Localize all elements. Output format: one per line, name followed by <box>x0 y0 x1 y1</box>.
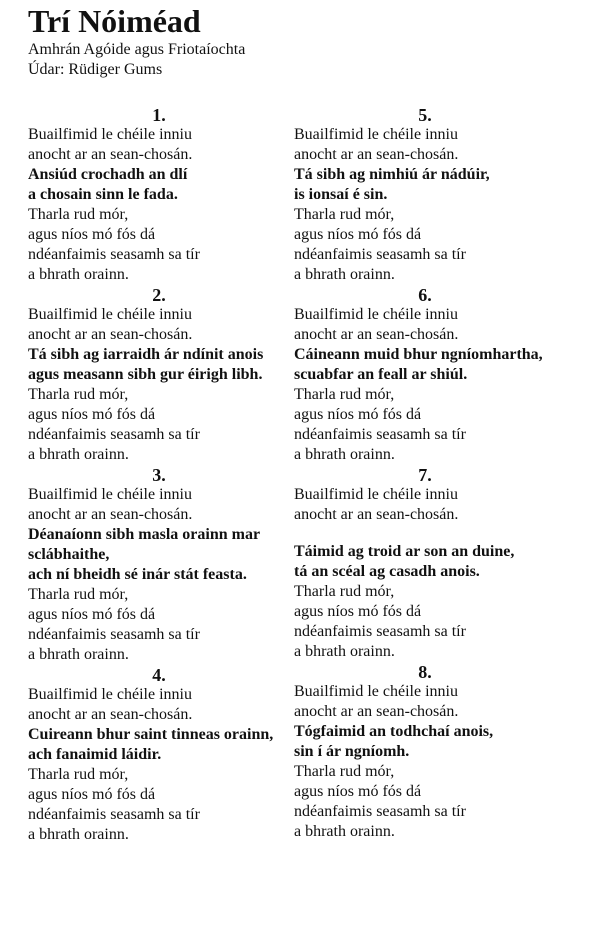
refrain-line: ndéanfaimis seasamh sa tír <box>28 626 200 643</box>
refrain-line: agus níos mó fós dá <box>28 606 156 623</box>
intro-line: anocht ar an sean-chosán. <box>294 146 459 163</box>
refrain-line: a bhrath orainn. <box>294 643 395 660</box>
verse-line: Cáineann muid bhur ngníomhartha, <box>294 346 543 363</box>
intro-line: Buailfimid le chéile inniu <box>28 306 192 323</box>
refrain-line: ndéanfaimis seasamh sa tír <box>28 426 200 443</box>
verse-line: is ionsaí é sin. <box>294 186 388 203</box>
intro-line: anocht ar an sean-chosán. <box>294 326 459 343</box>
verse-line: Ansiúd crochadh an dlí <box>28 166 188 183</box>
author-line: Údar: Rüdiger Gums <box>28 61 163 78</box>
stanza-spacer <box>294 525 574 542</box>
verse-line: ach ní bheidh sé inár stát feasta. <box>28 566 247 583</box>
stanza-8 <box>294 662 574 842</box>
verse-line: Tá sibh ag iarraidh ár ndínit anois <box>28 346 264 363</box>
stanza-number: 1. <box>152 105 166 125</box>
intro-line: anocht ar an sean-chosán. <box>294 703 459 720</box>
verse-line: ach fanaimid láidir. <box>28 746 162 763</box>
left-column <box>28 105 298 845</box>
intro-line: Buailfimid le chéile inniu <box>28 686 192 703</box>
intro-line: anocht ar an sean-chosán. <box>28 706 193 723</box>
refrain-line: Tharla rud mór, <box>294 206 395 223</box>
refrain-line: Tharla rud mór, <box>28 206 129 223</box>
stanza-number: 4. <box>152 665 166 685</box>
subtitle: Amhrán Agóide agus Friotaíochta <box>28 41 246 58</box>
refrain-line: Tharla rud mór, <box>28 386 129 403</box>
page-title: Trí Nóiméad <box>28 3 201 39</box>
refrain-line: agus níos mó fós dá <box>28 786 156 803</box>
stanza-number: 8. <box>418 662 432 682</box>
refrain-line: a bhrath orainn. <box>294 266 395 283</box>
intro-line: Buailfimid le chéile inniu <box>294 683 458 700</box>
verse-line: Táimid ag troid ar son an duine, <box>294 543 515 560</box>
refrain-line: agus níos mó fós dá <box>28 226 156 243</box>
intro-line: Buailfimid le chéile inniu <box>28 486 192 503</box>
right-column <box>294 105 574 842</box>
verse-line: a chosain sinn le fada. <box>28 186 178 203</box>
refrain-line: Tharla rud mór, <box>28 766 129 783</box>
verse-line: Tógfaimid an todhchaí anois, <box>294 723 494 740</box>
refrain-line: agus níos mó fós dá <box>294 226 422 243</box>
intro-line: anocht ar an sean-chosán. <box>28 506 193 523</box>
verse-line: agus measann sibh gur éirigh libh. <box>28 366 263 383</box>
refrain-line: ndéanfaimis seasamh sa tír <box>294 246 466 263</box>
stanza-4 <box>28 665 298 845</box>
intro-line: Buailfimid le chéile inniu <box>294 306 458 323</box>
refrain-line: a bhrath orainn. <box>28 826 129 843</box>
stanza-5 <box>294 105 574 285</box>
intro-line: anocht ar an sean-chosán. <box>28 326 193 343</box>
refrain-line: ndéanfaimis seasamh sa tír <box>28 806 200 823</box>
refrain-line: Tharla rud mór, <box>294 583 395 600</box>
refrain-line: ndéanfaimis seasamh sa tír <box>294 426 466 443</box>
stanza-3 <box>28 465 298 665</box>
refrain-line: ndéanfaimis seasamh sa tír <box>28 246 200 263</box>
refrain-line: agus níos mó fós dá <box>294 603 422 620</box>
refrain-line: agus níos mó fós dá <box>294 783 422 800</box>
refrain-line: a bhrath orainn. <box>28 646 129 663</box>
refrain-line: a bhrath orainn. <box>294 823 395 840</box>
stanza-6 <box>294 285 574 465</box>
stanza-number: 7. <box>418 465 432 485</box>
intro-line: Buailfimid le chéile inniu <box>28 126 192 143</box>
stanza-number: 2. <box>152 285 166 305</box>
intro-line: anocht ar an sean-chosán. <box>294 506 459 523</box>
stanza-7 <box>294 465 574 662</box>
stanza-2 <box>28 285 298 465</box>
stanza-1 <box>28 105 298 285</box>
refrain-line: Tharla rud mór, <box>294 763 395 780</box>
intro-line: anocht ar an sean-chosán. <box>28 146 193 163</box>
intro-line: Buailfimid le chéile inniu <box>294 486 458 503</box>
refrain-line: Tharla rud mór, <box>28 586 129 603</box>
refrain-line: agus níos mó fós dá <box>28 406 156 423</box>
stanza-number: 3. <box>152 465 166 485</box>
verse-line: Tá sibh ag nimhiú ár nádúir, <box>294 166 490 183</box>
refrain-line: a bhrath orainn. <box>28 266 129 283</box>
verse-line: tá an scéal ag casadh anois. <box>294 563 480 580</box>
stanza-number: 5. <box>418 105 432 125</box>
verse-line: scuabfar an feall ar shiúl. <box>294 366 468 383</box>
stanza-number: 6. <box>418 285 432 305</box>
refrain-line: ndéanfaimis seasamh sa tír <box>294 623 466 640</box>
verse-line: Cuireann bhur saint tinneas orainn, <box>28 726 274 743</box>
refrain-line: agus níos mó fós dá <box>294 406 422 423</box>
verse-line: Déanaíonn sibh masla orainn mar sclábhaithe, <box>28 526 260 563</box>
refrain-line: ndéanfaimis seasamh sa tír <box>294 803 466 820</box>
intro-line: Buailfimid le chéile inniu <box>294 126 458 143</box>
refrain-line: a bhrath orainn. <box>294 446 395 463</box>
verse-line: sin í ár ngníomh. <box>294 743 410 760</box>
refrain-line: a bhrath orainn. <box>28 446 129 463</box>
refrain-line: Tharla rud mór, <box>294 386 395 403</box>
